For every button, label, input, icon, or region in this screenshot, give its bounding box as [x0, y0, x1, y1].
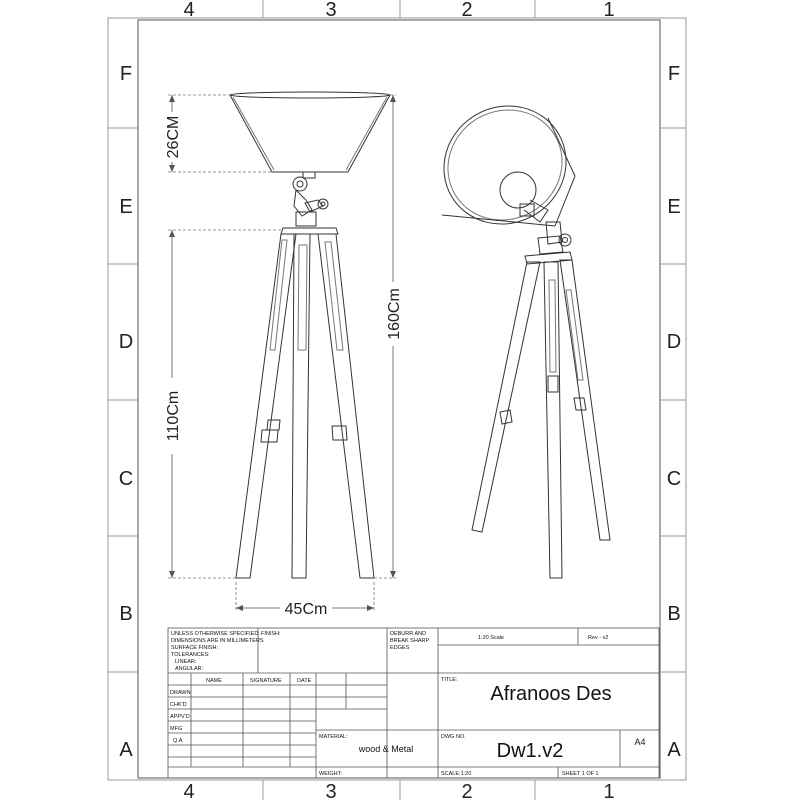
row-label-approved: APPV'D	[170, 714, 190, 720]
row-label: F	[119, 63, 133, 85]
swivel-joint	[293, 172, 328, 226]
drawing-title: Afranoos Des	[490, 683, 612, 705]
drawing-number: Dw1.v2	[496, 740, 564, 762]
dimension-arrowhead	[236, 605, 243, 611]
dimension-shade-height: 26CM	[165, 115, 182, 159]
tripod-leg-left	[236, 234, 296, 578]
sheet-label: SHEET 1 OF 1	[562, 771, 599, 777]
column-label: 1	[603, 781, 615, 800]
dimension-arrowhead	[169, 165, 175, 172]
dwg-label: DWG NO.	[441, 734, 466, 740]
row-label: B	[667, 603, 681, 625]
zone-ticks	[108, 0, 686, 800]
column-label: 2	[461, 0, 473, 21]
note-line: DIMENSIONS ARE IN MILLIMETERS	[171, 638, 264, 644]
dimension-arrowhead	[390, 95, 396, 102]
weight-label: WEIGHT:	[319, 771, 342, 777]
dimension-arrowhead	[169, 230, 175, 237]
tripod-leg-center	[292, 234, 310, 578]
deburr-line: BREAK SHARP	[390, 638, 430, 644]
dimension-base-width: 45Cm	[284, 601, 328, 618]
row-labels-right	[667, 63, 682, 761]
row-label: D	[666, 331, 682, 353]
column-labels-bottom	[183, 781, 614, 800]
dimension-arrowhead	[169, 571, 175, 578]
row-labels-left	[119, 63, 134, 761]
row-label: A	[119, 739, 133, 761]
tripod-leg-right	[318, 234, 374, 578]
column-label: 3	[325, 0, 337, 21]
row-label-qa: Q.A	[173, 738, 183, 744]
front-view-lamp	[230, 92, 390, 578]
col-header-signature: SIGNATURE	[250, 678, 282, 684]
note-line: LINEAR:	[175, 659, 197, 665]
iso-lamp-shade	[422, 84, 587, 246]
note-line: ANGULAR:	[175, 666, 204, 672]
row-label: C	[118, 468, 134, 490]
dimension-arrowhead	[169, 95, 175, 102]
iso-swivel-joint	[538, 222, 571, 254]
iso-tripod-leg-right	[560, 260, 610, 540]
note-line: UNLESS OTHERWISE SPECIFIED:	[171, 631, 260, 637]
row-label: D	[118, 331, 134, 353]
revision: Rev - v2	[588, 635, 609, 641]
col-header-date: DATE	[297, 678, 312, 684]
material-label: MATERIAL:	[319, 734, 348, 740]
inner-frame	[138, 20, 660, 778]
finish-label: FINISH:	[261, 631, 281, 637]
row-label: A	[667, 739, 681, 761]
row-label: C	[666, 468, 682, 490]
col-header-name: NAME	[206, 678, 222, 684]
row-label-mfg: MFG	[170, 726, 183, 732]
deburr-line: EDGES	[390, 645, 410, 651]
dimension-arrowhead	[390, 571, 396, 578]
iso-tripod-leg-left	[472, 262, 540, 532]
note-line: TOLERANCES:	[171, 652, 210, 658]
column-label: 3	[325, 781, 337, 800]
row-label-checked: CHK'D	[170, 702, 187, 708]
column-label: 1	[603, 0, 615, 21]
column-label: 2	[461, 781, 473, 800]
row-label: E	[119, 196, 133, 218]
row-label: F	[667, 63, 681, 85]
dimension-lines	[168, 95, 396, 612]
dimension-arrowhead	[367, 605, 374, 611]
row-label: B	[119, 603, 133, 625]
iso-bulb	[500, 172, 548, 222]
sheet-size: A4	[634, 737, 646, 747]
tripod-head	[281, 228, 338, 234]
isometric-view-lamp	[422, 84, 610, 578]
iso-tripod-leg-center	[544, 262, 562, 578]
scale-note: 1:20 Scale	[478, 635, 504, 641]
dimension-leg-height: 110Cm	[165, 390, 182, 442]
column-label: 4	[183, 781, 195, 800]
note-line: SURFACE FINISH:	[171, 645, 219, 651]
title-label: TITLE:	[441, 677, 458, 683]
dimension-total-height: 160Cm	[386, 288, 403, 340]
material-value: wood & Metal	[358, 744, 414, 754]
lamp-shade	[230, 92, 390, 172]
scale-label: SCALE:1:20	[441, 771, 472, 777]
column-label: 4	[183, 0, 195, 21]
row-label-drawn: DRAWN	[170, 690, 191, 696]
deburr-line: DEBURR AND	[390, 631, 427, 637]
row-label: E	[667, 196, 681, 218]
